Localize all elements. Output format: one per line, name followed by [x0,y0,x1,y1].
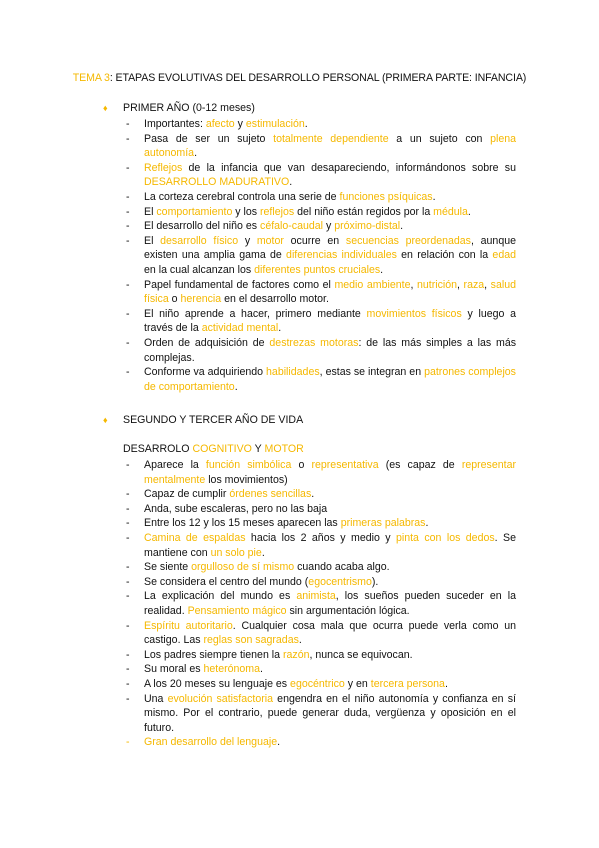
text-segment: del niño están regidos por la [294,205,434,218]
highlighted-term: egocentrismo [308,575,372,588]
highlighted-term: representar mentalmente [144,459,516,486]
text-segment: en relación con la [396,249,493,262]
text-segment: : de las más simples a las más complejas. [144,336,517,364]
list-item [123,516,516,531]
highlighted-term: primeras palabras [340,517,426,530]
title-topic-number: TEMA 3 [72,72,110,84]
text-segment: . [380,263,384,276]
list-item [123,589,516,618]
list-item [123,132,516,161]
highlighted-term: Camina de espaldas [144,531,246,544]
list-item [123,735,516,750]
list-item [123,336,516,365]
text-segment: Su moral es [144,663,204,676]
text-segment: . [289,176,293,189]
highlighted-term: pinta con los dedos [395,531,495,544]
highlighted-term: movimientos físicos [366,307,462,320]
highlighted-term: Espíritu autoritario [144,619,233,632]
text-segment: ). [371,575,379,588]
highlighted-term: Reflejos [144,161,183,174]
list-item [123,648,516,663]
text-segment: Aparece la [144,459,206,471]
text-segment: . [261,546,265,559]
text-segment: engendra en el niño autonomía y confianza en sí mismo. Por el contrario, puede generar duda, vergüenza y oposición en el futuro. [144,692,516,734]
text-segment: . Cualquier cosa mala que ocurra puede verla como un castigo. Las [144,619,516,647]
text-segment: , estas se integran en [319,366,425,379]
highlighted-term: DESARROLLO MADURATIVO [144,176,290,189]
list-item [123,692,516,736]
text-segment: Se siente [144,561,192,574]
highlighted-term: funciones psíquicas [339,190,433,203]
text-segment: Entre los 12 y los 15 meses aparecen las [144,517,341,530]
highlighted-term: médula [433,205,468,218]
text-segment: o [168,293,181,306]
highlighted-term: un solo pie [210,546,262,559]
highlighted-term: desarrollo físico [160,234,239,247]
text-segment: . [304,118,308,130]
text-segment: El niño aprende a hacer, primero mediante [144,307,367,320]
text-segment: los movimientos) [205,473,288,486]
list-item [123,219,516,234]
text-segment: sin argumentación lógica. [286,604,410,617]
highlighted-term: evolución satisfactoria [167,692,274,705]
highlighted-term: edad [492,249,516,262]
text-segment: Anda, sube escaleras, pero no las baja [144,502,328,515]
text-segment: y en [344,677,371,690]
list-item [123,531,516,560]
highlighted-term: comportamiento [156,205,233,218]
list-item [123,502,516,517]
highlighted-term: nutrición [416,278,458,291]
highlighted-term: heterónoma [203,663,261,676]
list-item [123,575,516,590]
highlighted-term: destrezas motoras [269,336,359,349]
highlighted-term: orgulloso de sí mismo [191,561,295,574]
text-segment: ocurre en [283,234,346,247]
list-item [123,205,516,220]
highlighted-term: salud física [144,278,516,306]
list-item [123,278,516,307]
highlighted-term: tercera persona [370,677,445,690]
highlighted-term: motor [256,234,284,247]
highlighted-term: totalmente dependiente [273,132,389,145]
text-segment: DESARROLO [123,443,193,455]
highlighted-term: egocéntrico [290,677,345,690]
highlighted-term: Pensamiento mágico [187,604,287,617]
text-segment: y [238,234,257,247]
text-segment: . [444,677,448,690]
list-item [123,117,516,132]
text-segment: y luego a través de la [144,307,516,335]
text-segment: La corteza cerebral controla una serie de [144,190,340,203]
highlighted-term: Gran desarrollo del lenguaje [144,736,278,749]
text-segment: . [260,663,263,676]
text-segment: Pasa de ser un sujeto [144,132,274,145]
text-segment: Papel fundamental de factores como el [144,278,335,291]
text-segment: Y [251,443,265,455]
diamond-icon: ♦ [103,103,108,113]
highlighted-term: medio ambiente [334,278,411,291]
list-item [123,161,516,190]
text-segment: a un sujeto con [388,132,491,145]
highlighted-term: animista [296,590,336,603]
highlighted-term: próximo-distal [334,220,401,233]
text-segment: . [234,380,238,393]
text-segment: La explicación del mundo es [144,590,297,603]
highlighted-term: habilidades [266,366,320,379]
list-item [123,560,516,575]
text-segment: Se considera el centro del mundo ( [144,575,309,588]
list-item [123,677,516,692]
text-segment: y los [232,205,261,218]
text-segment: de la infancia que van desapareciendo, informándonos sobre su [182,161,516,174]
second-third-year-list [123,458,516,750]
list-item [123,662,516,677]
text-segment: y [234,118,246,130]
text-segment: A los 20 meses su lenguaje es [144,677,291,690]
text-segment: , los sueños pueden suceder en la realidad. [144,590,516,617]
text-segment: Importantes: [144,118,206,130]
text-segment: El [144,205,157,218]
diamond-icon: ♦ [103,415,108,425]
highlighted-term: órdenes sencillas [229,488,312,501]
text-segment: . [278,322,282,335]
highlighted-term: céfalo-caudal [260,220,324,233]
text-segment: cuando acaba algo. [294,561,390,574]
highlighted-term: representativa [311,459,379,471]
text-segment: . [277,736,281,749]
highlighted-term: reglas son sagradas [203,634,299,647]
list-item [123,619,516,648]
text-segment: . [432,190,436,203]
highlighted-term: afecto [205,118,235,130]
list-item [123,234,516,278]
highlighted-term: MOTOR [264,443,304,455]
highlighted-term: diferentes puntos cruciales [254,263,381,276]
text-segment: Orden de adquisición de [144,336,270,349]
highlighted-term: herencia [180,293,222,306]
text-segment: Los padres siempre tienen la [144,648,283,661]
text-segment: . [467,205,471,218]
section-heading-second-third-year [103,414,303,426]
list-item [123,487,516,502]
highlighted-term: raza [463,278,485,291]
text-segment: Capaz de cumplir [144,488,230,501]
section-heading-label: PRIMER AÑO (0-12 meses) [123,102,255,114]
text-segment: , [410,278,417,291]
text-segment: . [311,488,315,501]
text-segment: . [298,634,302,647]
text-segment: , [484,278,491,291]
highlighted-term: razón [282,648,310,661]
text-segment: hacia los 2 años y medio y [245,531,396,544]
text-segment: en la cual alcanzan los [144,263,255,276]
text-segment: en el desarrollo motor. [221,293,329,306]
text-segment: Conforme va adquiriendo [144,366,267,379]
highlighted-term: reflejos [260,205,295,218]
document-title [0,72,599,84]
highlighted-term: estimulación [245,118,305,130]
highlighted-term: COGNITIVO [192,443,252,455]
list-item [123,365,516,394]
text-segment: , nunca se equivocan. [309,648,413,661]
section-heading-first-year [103,102,255,114]
list-item [123,190,516,205]
text-segment: . [400,220,404,233]
highlighted-term: secuencias preordenadas [345,234,471,247]
text-segment: Una [144,692,168,705]
highlighted-term: actividad mental [201,322,279,335]
highlighted-term: función simbólica [205,459,292,471]
section-heading-label: SEGUNDO Y TERCER AÑO DE VIDA [123,414,304,426]
text-segment: , [457,278,464,291]
text-segment: y [323,220,335,233]
section-subheading [123,443,304,455]
highlighted-term: diferencias individuales [286,249,397,262]
text-segment: (es capaz de [378,459,462,471]
text-segment: . Se mantiene con [144,531,516,559]
list-item [123,458,516,487]
first-year-list [123,117,516,394]
highlighted-term: plena autonomía [144,132,517,160]
text-segment: . [425,517,429,530]
text-segment: El [144,234,161,247]
highlighted-term: patrones complejos de comportamiento [144,366,516,393]
title-text: : ETAPAS EVOLUTIVAS DEL DESARROLLO PERSONAL (PRIMERA PARTE: INFANCIA) [109,72,527,84]
text-segment: , aunque existen una amplia gama de [144,234,516,262]
text-segment: . [194,147,198,160]
list-item [123,307,516,336]
text-segment: o [291,459,312,471]
text-segment: El desarrollo del niño es [144,220,261,233]
